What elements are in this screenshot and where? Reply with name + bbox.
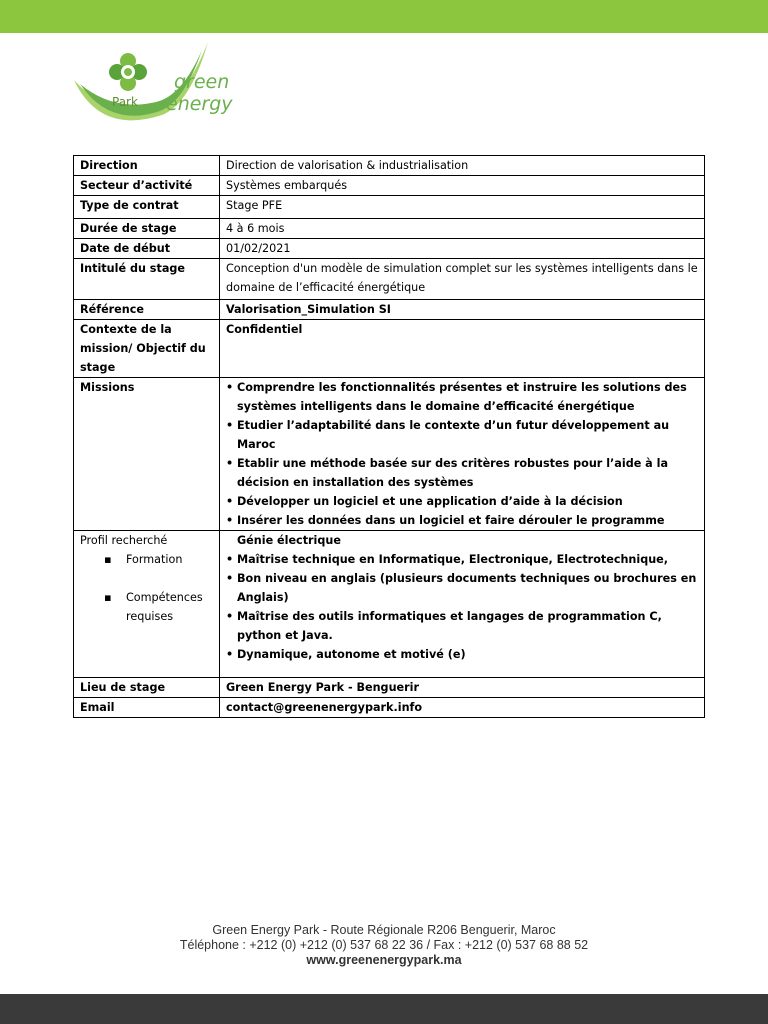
- value-duree: 4 à 6 mois: [220, 219, 705, 239]
- label-email: Email: [74, 698, 220, 718]
- row-reference: [74, 300, 705, 320]
- formation-value: Génie électrique: [237, 534, 341, 547]
- competences-list: [226, 550, 698, 664]
- mission-item: • Etablir une méthode basée sur des critères robustes pour l’aide à la décision en installation des systèmes: [226, 454, 698, 492]
- label-reference: Référence: [74, 300, 220, 320]
- value-profil: [220, 531, 705, 678]
- mission-item: • Développer un logiciel et une application d’aide à la décision: [226, 492, 698, 511]
- page-footer: [0, 923, 768, 968]
- footer-address: Green Energy Park - Route Régionale R206 Benguerir, Maroc: [212, 923, 556, 937]
- value-intitule: Conception d'un modèle de simulation complet sur les systèmes intelligents dans le domaine de l’efficacité énergétique: [220, 259, 705, 300]
- footer-website-link[interactable]: www.greenenergypark.ma: [306, 953, 462, 967]
- profil-sub-list: [80, 550, 213, 626]
- label-contrat: Type de contrat: [74, 196, 220, 219]
- row-email: [74, 698, 705, 718]
- missions-list: [226, 378, 698, 530]
- label-intitule: Intitulé du stage: [74, 259, 220, 300]
- label-lieu: Lieu de stage: [74, 678, 220, 698]
- competence-item: • Bon niveau en anglais (plusieurs documents techniques ou brochures en Anglais): [226, 569, 698, 607]
- value-contrat: Stage PFE: [220, 196, 705, 219]
- value-direction: Direction de valorisation & industrialisation: [220, 156, 705, 176]
- label-contexte: Contexte de la mission/ Objectif du stage: [74, 320, 220, 378]
- row-intitule: [74, 259, 705, 300]
- value-secteur: Systèmes embarqués: [220, 176, 705, 196]
- label-profil: [74, 531, 220, 678]
- mission-item: • Etudier l’adaptabilité dans le contexte d’un futur développement au Maroc: [226, 416, 698, 454]
- row-profil: [74, 531, 705, 678]
- value-reference: Valorisation_Simulation SI: [220, 300, 705, 320]
- row-duree: [74, 219, 705, 239]
- value-missions: [220, 378, 705, 531]
- row-secteur: [74, 176, 705, 196]
- footer-phone: Téléphone : +212 (0) +212 (0) 537 68 22 36 / Fax : +212 (0) 537 68 88 52: [179, 938, 589, 952]
- internship-offer-table: [73, 155, 705, 718]
- bottom-dark-bar: [0, 994, 768, 1024]
- logo-word-park: Park: [112, 95, 138, 109]
- row-contrat: [74, 196, 705, 219]
- competence-item: • Dynamique, autonome et motivé (e): [226, 645, 698, 664]
- row-missions: [74, 378, 705, 531]
- label-duree: Durée de stage: [74, 219, 220, 239]
- logo-word-energy: energy: [166, 93, 233, 115]
- green-energy-park-logo: [70, 40, 250, 130]
- label-profil-title: Profil recherché: [80, 534, 168, 547]
- label-direction: Direction: [74, 156, 220, 176]
- mission-item: • Comprendre les fonctionnalités présentes et instruire les solutions des systèmes intelligents dans le domaine d’efficacité énergétique: [226, 378, 698, 416]
- label-secteur: Secteur d’activité: [74, 176, 220, 196]
- row-direction: [74, 156, 705, 176]
- row-contexte: [74, 320, 705, 378]
- profil-sub-competences: ▪ Compétences requises: [80, 588, 213, 626]
- top-green-bar: [0, 0, 768, 33]
- row-lieu: [74, 678, 705, 698]
- competence-item: • Maîtrise technique en Informatique, Electronique, Electrotechnique,: [226, 550, 698, 569]
- competence-item: • Maîtrise des outils informatiques et langages de programmation C, python et Java.: [226, 607, 698, 645]
- logo-word-green: green: [174, 71, 230, 93]
- value-email[interactable]: contact@greenenergypark.info: [220, 698, 705, 718]
- label-debut: Date de début: [74, 239, 220, 259]
- mission-item: • Insérer les données dans un logiciel et faire dérouler le programme: [226, 511, 698, 530]
- value-debut: 01/02/2021: [220, 239, 705, 259]
- row-debut: [74, 239, 705, 259]
- value-contexte: Confidentiel: [220, 320, 705, 378]
- profil-sub-formation: ▪ Formation: [80, 550, 213, 569]
- value-lieu: Green Energy Park - Benguerir: [220, 678, 705, 698]
- label-missions: Missions: [74, 378, 220, 531]
